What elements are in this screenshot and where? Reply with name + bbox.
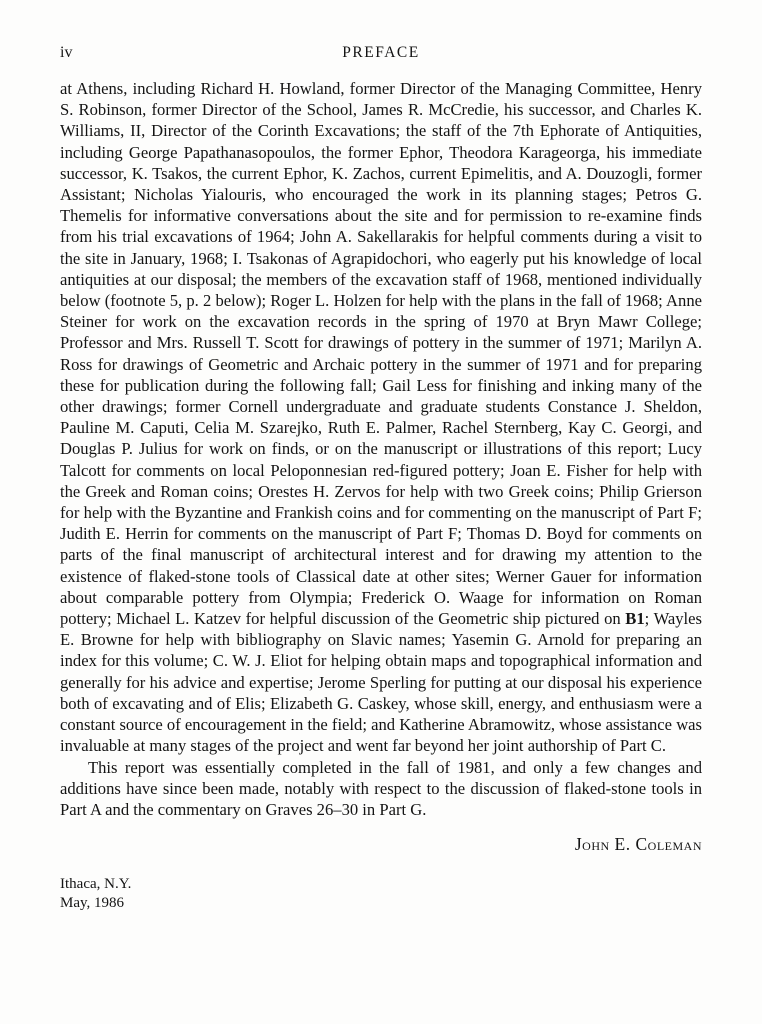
author-signature: John E. Coleman [574, 834, 702, 855]
date-line: May, 1986 [60, 895, 125, 912]
page-number: iv [60, 44, 73, 61]
paragraph-completion-note: This report was essentially completed in the fall of 1981, and only a few changes and additions have since been made, notably with respect to the discussion of flaked-stone tools in Part A and the commentary on Graves 26–30 in Part G. [60, 757, 702, 819]
place-line: Ithaca, N.Y. [60, 876, 132, 893]
paragraph-acknowledgments: at Athens, including Richard H. Howland, former Director of the Managing Committee, Henry S. Robinson, former Director of the School, James R. McCredie, his successor, and Charles K. Williams, II, Director of the Corinth Excavations; the staff of the 7th Ephorate of Antiquities, including George Papathanasopoulos, the former Ephor, Theodora Karageorga, his immediate successor, K. Tsakos, the current Ephor, K. Zachos, current Epimelitis, and A. Douzogli, former Assistant; Nicholas Yialouris, who encouraged the work in its planning stages; Petros G. Themelis for informative conversations about the site and for permission to re-examine finds from his trial excavations of 1964; John A. Sakellarakis for helpful comments during a visit to the site in January, 1968; I. Tsakonas of Agrapidochori, who eagerly put his knowledge of local antiquities at our disposal; the members of the excavation staff of 1968, mentioned individually below (footnote 5, p. 2 below); Roger L. Holzen for help with the plans in the fall of 1968; Anne Steiner for work on the excavation records in the spring of 1970 at Bryn Mawr College; Professor and Mrs. Russell T. Scott for drawings of pottery in the summer of 1971; Marilyn A. Ross for drawings of Geometric and Archaic pottery in the summer of 1971 and for preparing these for publication during the following fall; Gail Less for finishing and inking many of the other drawings; former Cornell undergraduate and graduate students Constance J. Sheldon, Pauline M. Caputi, Celia M. Szarejko, Ruth E. Palmer, Rachel Sternberg, Kay C. Georgi, and Douglas P. Julius for work on finds, or on the manuscript or illustrations of this report; Lucy Talcott for comments on local Peloponnesian red-figured pottery; Joan E. Fisher for help with the Greek and Roman coins; Orestes H. Zervos for help with two Greek coins; Philip Grierson for help with the Byzantine and Frankish coins and for commenting on the manuscript of Part F; Judith E. Herrin for comments on the manuscript of Part F; Thomas D. Boyd for comments on parts of the final manuscript of architectural interest and for drawing my attention to the existence of flaked-stone tools of Classical date at other sites; Werner Gauer for information about comparable pottery from Olympia; Frederick O. Waage for information on Roman pottery; Michael L. Katzev for helpful discussion of the Geometric ship pictured on B1; Wayles E. Browne for help with bibliography on Slavic names; Yasemin G. Arnold for preparing an index for this volume; C. W. J. Eliot for helping obtain maps and topographical information and generally for his advice and expertise; Jerome Sperling for putting at our disposal his experience both of excavating and of Elis; Elizabeth G. Caskey, whose skill, energy, and enthusiasm were a constant source of encouragement in the field; and Katherine Abramowitz, whose assistance was invaluable at many stages of the project and went far beyond her joint authorship of Part C. [60, 79, 702, 756]
colophon [60, 875, 702, 913]
page-header [60, 44, 702, 64]
running-head: PREFACE [342, 44, 420, 61]
body-text [60, 78, 702, 913]
